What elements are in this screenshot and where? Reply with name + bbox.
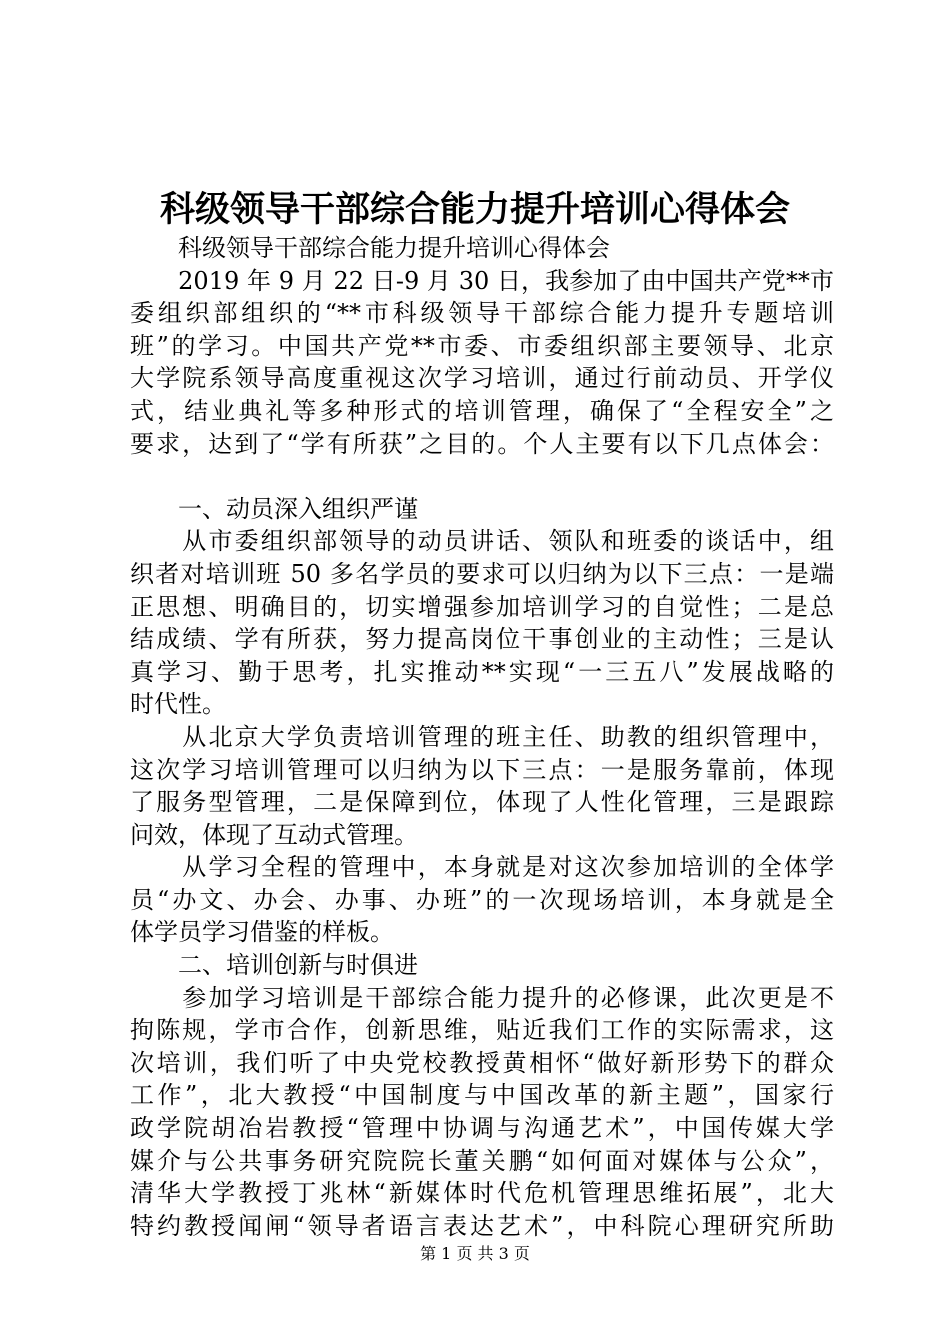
body-line bbox=[130, 460, 834, 493]
document-body bbox=[130, 232, 834, 1242]
body-line: 一、动员深入组织严谨 bbox=[130, 494, 418, 523]
body-line: 了服务型管理，二是保障到位，体现了人性化管理，三是跟踪 bbox=[130, 788, 834, 817]
body-line: 员“办文、办会、办事、办班”的一次现场培训，本身就是全 bbox=[130, 885, 834, 914]
body-line: 织者对培训班 50 多名学员的要求可以归纳为以下三点：一是端 bbox=[130, 559, 834, 588]
body-line: 二、培训创新与时俱进 bbox=[130, 951, 418, 980]
body-line: 真学习、勤于思考，扎实推动**实现“一三五八”发展战略的 bbox=[130, 657, 834, 686]
body-line: 从北京大学负责培训管理的班主任、助教的组织管理中， bbox=[130, 722, 834, 751]
body-line: 问效，体现了互动式管理。 bbox=[130, 820, 418, 849]
body-line: 班”的学习。中国共产党**市委、市委组织部主要领导、北京 bbox=[130, 331, 834, 360]
body-line: 要求，达到了“学有所获”之目的。个人主要有以下几点体会： bbox=[130, 429, 834, 458]
body-line: 正思想、明确目的，切实增强参加培训学习的自觉性；二是总 bbox=[130, 592, 834, 621]
body-line: 时代性。 bbox=[130, 690, 226, 719]
body-line: 次培训，我们听了中央党校教授黄相怀“做好新形势下的群众 bbox=[130, 1048, 834, 1077]
body-line: 委组织部组织的“**市科级领导干部综合能力提升专题培训 bbox=[130, 299, 834, 328]
body-line: 从学习全程的管理中，本身就是对这次参加培训的全体学 bbox=[130, 853, 834, 882]
body-line: 媒介与公共事务研究院院长董关鹏“如何面对媒体与公众”， bbox=[130, 1146, 834, 1175]
body-line: 工作”，北大教授“中国制度与中国改革的新主题”，国家行 bbox=[130, 1081, 834, 1110]
body-line: 清华大学教授丁兆林“新媒体时代危机管理思维拓展”，北大 bbox=[130, 1179, 834, 1208]
body-line: 政学院胡冶岩教授“管理中协调与沟通艺术”，中国传媒大学 bbox=[130, 1114, 834, 1143]
body-line: 式，结业典礼等多种形式的培训管理，确保了“全程安全”之 bbox=[130, 396, 834, 425]
body-line: 参加学习培训是干部综合能力提升的必修课，此次更是不 bbox=[130, 983, 834, 1012]
page-number-footer: 第 1 页 共 3 页 bbox=[420, 1244, 530, 1263]
body-line: 2019 年 9 月 22 日-9 月 30 日，我参加了由中国共产党**市 bbox=[130, 266, 834, 295]
body-line: 结成绩、学有所获，努力提高岗位干事创业的主动性；三是认 bbox=[130, 625, 834, 654]
body-line: 拘陈规，学市合作，创新思维，贴近我们工作的实际需求，这 bbox=[130, 1016, 834, 1045]
body-line: 科级领导干部综合能力提升培训心得体会 bbox=[130, 234, 610, 262]
body-line: 从市委组织部领导的动员讲话、领队和班委的谈话中，组 bbox=[130, 527, 834, 556]
body-line: 体学员学习借鉴的样板。 bbox=[130, 918, 394, 947]
body-line: 这次学习培训管理可以归纳为以下三点：一是服务靠前，体现 bbox=[130, 755, 834, 784]
document-title: 科级领导干部综合能力提升培训心得体会 bbox=[159, 189, 790, 230]
body-line: 特约教授闻闸“领导者语言表达艺术”，中科院心理研究所助 bbox=[130, 1211, 834, 1240]
body-line: 大学院系领导高度重视这次学习培训，通过行前动员、开学仪 bbox=[130, 364, 834, 393]
